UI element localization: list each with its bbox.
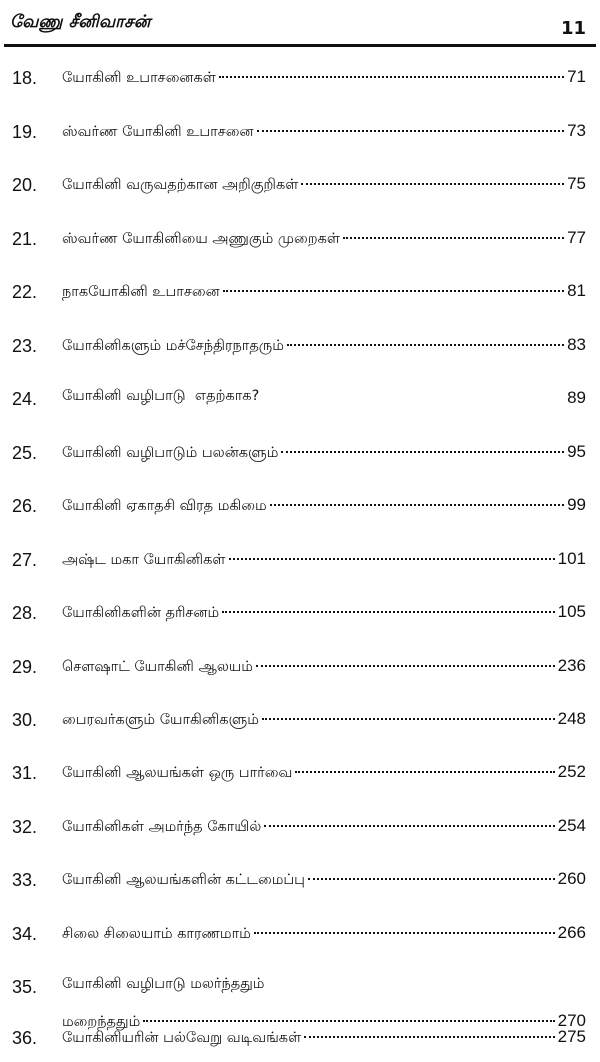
dot-leader: [256, 665, 555, 667]
toc-entry-page: 105: [557, 602, 586, 621]
dot-leader: [219, 76, 564, 78]
toc-entry-number: 24.: [12, 389, 38, 409]
toc-entry-number: 36.: [12, 1028, 38, 1048]
toc-entry-page: 266: [557, 923, 586, 942]
toc-entry-title: நாகயோகினி உபாசனை: [62, 284, 220, 300]
toc-entry-title: யோகினி வழிபாடு எதற்காக?: [62, 388, 260, 404]
toc-entry-page: 270: [557, 1011, 586, 1030]
running-header-author: வேணு சீனிவாசன்: [10, 12, 151, 32]
toc-entry-title: ஸ்வர்ண யோகினியை அணுகும் முறைகள்: [62, 231, 340, 247]
toc-entry-number: 28.: [12, 603, 38, 623]
toc-entry-title: யோகினி வருவதற்கான அறிகுறிகள்: [62, 177, 299, 193]
dot-leader: [295, 771, 554, 773]
dot-leader: [257, 130, 565, 132]
toc-entry: [0, 755, 600, 791]
toc-entry-page: 95: [567, 442, 586, 461]
toc-entry-title: யோகினி வழிபாடு மலர்ந்ததும்: [62, 976, 265, 992]
toc-entry: [0, 167, 600, 203]
toc-entry-number: 30.: [12, 710, 38, 730]
dot-leader: [304, 1036, 554, 1038]
toc-entry: [0, 542, 600, 578]
dot-leader: [287, 344, 564, 346]
toc-entry: [0, 328, 600, 364]
toc-entry-number: 33.: [12, 870, 38, 890]
toc-entry-number: 35.: [12, 977, 38, 997]
toc-entry-page: 99: [567, 495, 586, 514]
toc-entry-page: 275: [557, 1027, 586, 1046]
toc-entry: [0, 702, 600, 738]
toc-entry-title: யோகினி வழிபாடும் பலன்களும்: [62, 445, 279, 461]
header-rule: [4, 44, 596, 47]
toc-entry-page: 73: [567, 121, 586, 140]
toc-entry-number: 20.: [12, 175, 38, 195]
toc-entry-title: சௌஷாட் யோகினி ஆலயம்: [62, 659, 253, 675]
toc-entry-title: யோகினி ஆலயங்களின் கட்டமைப்பு: [62, 872, 305, 888]
dot-leader: [254, 932, 555, 934]
toc-entry-page: 83: [567, 335, 586, 354]
toc-entry-title: பைரவர்களும் யோகினிகளும்: [62, 712, 259, 728]
toc-entry-number: 23.: [12, 336, 38, 356]
toc-entry: [0, 1020, 600, 1056]
dot-leader: [308, 878, 555, 880]
toc-entry-page: 254: [557, 816, 586, 835]
toc-entry-number: 29.: [12, 657, 38, 677]
toc-entry-number: 22.: [12, 282, 38, 302]
toc-entry-page: 81: [567, 281, 586, 300]
dot-leader: [264, 825, 554, 827]
toc-entry-title: யோகினியரின் பல்வேறு வடிவங்கள்: [62, 1030, 302, 1046]
toc-entry-title: அஷ்ட மகா யோகினிகள்: [62, 552, 226, 568]
toc-entry-title: யோகினிகளின் தரிசனம்: [62, 605, 220, 621]
dot-leader: [281, 451, 564, 453]
toc-entry-page: 89: [567, 388, 586, 407]
toc-entry-number: 31.: [12, 763, 38, 783]
toc-entry-title: ஸ்வர்ண யோகினி உபாசனை: [62, 124, 254, 140]
page-header: [0, 0, 600, 46]
toc-entry-title: யோகினிகள் அமர்ந்த கோயில்: [62, 819, 262, 835]
toc-entry: [0, 809, 600, 845]
toc-entry: [0, 435, 600, 471]
toc-entry-title: யோகினி ஏகாதசி விரத மகிமை: [62, 498, 267, 514]
page-number: 11: [560, 18, 586, 39]
toc-entry-page: 252: [557, 762, 586, 781]
dot-leader: [222, 611, 554, 613]
toc-entry: [0, 595, 600, 631]
toc-entry-page: 101: [557, 549, 586, 568]
dot-leader: [229, 558, 555, 560]
toc-entry: [0, 381, 600, 417]
toc-entry-page: 75: [567, 174, 586, 193]
toc-entry-number: 25.: [12, 443, 38, 463]
toc-entry-page: 77: [567, 228, 586, 247]
toc-entry-number: 32.: [12, 817, 38, 837]
toc-entry-number: 18.: [12, 68, 38, 88]
toc-entry-page: 248: [557, 709, 586, 728]
toc-entry-title: யோகினி ஆலயங்கள் ஒரு பார்வை: [62, 765, 293, 781]
toc-entry-number: 21.: [12, 229, 38, 249]
toc-entry-title: சிலை சிலையாம் காரணமாம்: [62, 926, 251, 942]
dot-leader: [343, 237, 564, 239]
toc-entry-page: 260: [557, 869, 586, 888]
toc-entry-page: 71: [567, 67, 586, 86]
toc-entry: [0, 916, 600, 952]
dot-leader: [223, 290, 564, 292]
toc-entry: [0, 114, 600, 150]
toc-entry: [0, 221, 600, 257]
toc-entry-title: யோகினி உபாசனைகள்: [62, 70, 216, 86]
toc-entry-page: 236: [557, 656, 586, 675]
toc-entry-number: 26.: [12, 496, 38, 516]
dot-leader: [301, 183, 564, 185]
toc-entry-number: 27.: [12, 550, 38, 570]
toc-entry: [0, 488, 600, 524]
dot-leader: [270, 504, 564, 506]
toc-entry-number: 19.: [12, 122, 38, 142]
dot-leader: [262, 718, 555, 720]
toc-entry: [0, 274, 600, 310]
toc-entry-title-continuation: மறைந்ததும்: [62, 1014, 141, 1030]
toc-entry: [0, 649, 600, 685]
toc-entry-number: 34.: [12, 924, 38, 944]
toc-entry: [0, 60, 600, 96]
toc-entry-title: யோகினிகளும் மச்சேந்திரநாதரும்: [62, 338, 284, 354]
toc-entry: [0, 862, 600, 898]
